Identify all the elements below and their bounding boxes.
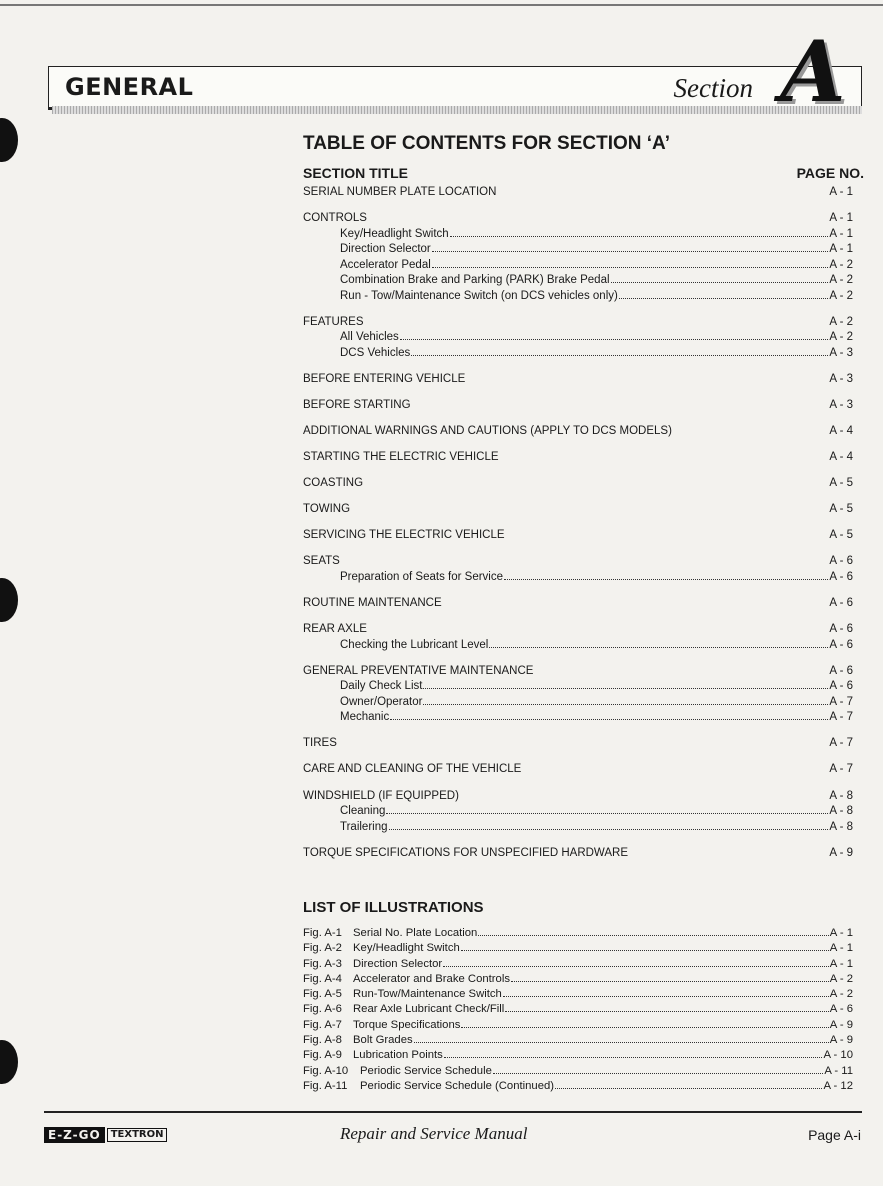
toc-subentry: [303, 638, 853, 654]
figure-entry: [303, 1064, 853, 1079]
figure-id: Fig. A-10: [303, 1064, 349, 1077]
dot-leader: [619, 298, 829, 299]
figure-title: Periodic Service Schedule: [360, 1064, 492, 1077]
toc-subentry: [303, 227, 853, 243]
figure-id: Fig. A-5: [303, 988, 342, 1001]
toc-entry: [303, 554, 853, 570]
toc-entry: [303, 424, 853, 440]
toc-subentry: [303, 710, 853, 726]
figure-title: Direction Selector: [353, 957, 443, 970]
toc-group: [303, 846, 853, 862]
entry-page: A - 1: [829, 212, 853, 225]
entry-page: A - 2: [829, 274, 853, 287]
toc-list: [303, 185, 853, 872]
figure-entry: [303, 1048, 853, 1063]
section-header: [48, 66, 862, 110]
figure-page: A - 2: [829, 988, 853, 1001]
figure-entry: [303, 987, 853, 1002]
ezgo-textron-logo: [44, 1127, 167, 1143]
figure-page: A - 10: [823, 1049, 853, 1062]
dot-leader: [461, 1027, 828, 1028]
toc-subentry: [303, 679, 853, 695]
toc-entry: [303, 736, 853, 752]
entry-page: A - 8: [829, 789, 853, 802]
toc-entry: [303, 528, 853, 544]
dot-leader: [423, 704, 828, 705]
binder-hole: [0, 578, 18, 622]
figure-title: Bolt Grades: [353, 1034, 413, 1047]
toc-subentry: [303, 804, 853, 820]
entry-page: A - 9: [829, 846, 853, 859]
entry-title: TOWING: [303, 503, 351, 516]
toc-entry: [303, 789, 853, 805]
entry-title: REAR AXLE: [303, 623, 367, 636]
entry-page: A - 3: [829, 398, 853, 411]
entry-page: A - 6: [829, 638, 853, 651]
toc-group: [303, 736, 853, 752]
figure-id: Fig. A-4: [303, 972, 342, 985]
figure-entry: [303, 1033, 853, 1048]
figure-entry: [303, 1079, 853, 1094]
entry-page: A - 2: [829, 315, 853, 328]
logo-textron: TEXTRON: [107, 1128, 168, 1142]
entry-page: A - 6: [829, 680, 853, 693]
entry-title: DCS Vehicles: [340, 346, 411, 359]
figure-page: A - 9: [829, 1034, 853, 1047]
entry-page: A - 6: [829, 597, 853, 610]
toc-group: [303, 789, 853, 836]
entry-title: Daily Check List: [340, 680, 423, 693]
figure-page: A - 1: [829, 942, 853, 955]
toc-entry: [303, 596, 853, 612]
entry-page: A - 2: [829, 258, 853, 271]
dot-leader: [414, 1042, 829, 1043]
toc-group: [303, 528, 853, 544]
dot-leader: [444, 1057, 823, 1058]
entry-title: All Vehicles: [340, 331, 399, 344]
toc-entry: [303, 622, 853, 638]
figure-id: Fig. A-11: [303, 1079, 348, 1092]
figure-page: A - 9: [829, 1018, 853, 1031]
entry-title: Mechanic: [340, 711, 390, 724]
toc-subentry: [303, 695, 853, 711]
entry-title: ADDITIONAL WARNINGS AND CAUTIONS (APPLY TO DCS MODELS): [303, 424, 672, 437]
toc-group: [303, 554, 853, 585]
toc-subentry: [303, 820, 853, 836]
binder-hole: [0, 1040, 18, 1084]
entry-title: ROUTINE MAINTENANCE: [303, 597, 442, 610]
entry-title: Trailering: [340, 820, 388, 833]
toc-entry: [303, 315, 853, 331]
entry-title: Owner/Operator: [340, 695, 423, 708]
entry-title: FEATURES: [303, 315, 364, 328]
entry-page: A - 7: [829, 711, 853, 724]
binder-hole: [0, 118, 18, 162]
entry-title: Checking the Lubricant Level: [340, 638, 489, 651]
toc-entry: [303, 398, 853, 414]
logo-ezgo: E-Z-GO: [44, 1127, 105, 1143]
figure-page: A - 11: [824, 1064, 853, 1077]
entry-page: A - 5: [829, 503, 853, 516]
toc-group: [303, 398, 853, 414]
entry-page: A - 5: [829, 529, 853, 542]
entry-page: A - 6: [829, 664, 853, 677]
figure-page: A - 12: [823, 1079, 853, 1092]
dot-leader: [478, 935, 828, 936]
figure-id: Fig. A-1: [303, 927, 342, 939]
figure-id: Fig. A-2: [303, 942, 342, 955]
toc-group: [303, 622, 853, 653]
dot-leader: [504, 579, 828, 580]
dot-leader: [503, 996, 829, 997]
toc-group: [303, 476, 853, 492]
entry-title: Cleaning: [340, 805, 386, 817]
toc-entry: [303, 211, 853, 227]
dot-leader: [505, 1011, 828, 1012]
entry-title: CONTROLS: [303, 212, 367, 225]
figure-id: Fig. A-9: [303, 1049, 342, 1062]
entry-title: CARE AND CLEANING OF THE VEHICLE: [303, 763, 522, 776]
figure-page: A - 1: [829, 957, 853, 970]
entry-page: A - 7: [829, 737, 853, 750]
entry-page: A - 3: [829, 346, 853, 359]
dot-leader: [461, 950, 829, 951]
dot-leader: [389, 829, 829, 830]
section-letter: A: [780, 22, 846, 121]
illustrations-list: [303, 926, 853, 1094]
entry-title: Accelerator Pedal: [340, 258, 431, 271]
entry-title: BEFORE ENTERING VEHICLE: [303, 372, 466, 385]
figure-title: Run-Tow/Maintenance Switch: [353, 988, 502, 1001]
header-title: GENERAL: [65, 73, 194, 101]
entry-title: TIRES: [303, 737, 337, 750]
entry-page: A - 1: [829, 243, 853, 256]
dot-leader: [555, 1088, 822, 1089]
manual-title: Repair and Service Manual: [340, 1124, 528, 1143]
figure-id: Fig. A-7: [303, 1018, 342, 1031]
figure-id: Fig. A-3: [303, 957, 342, 970]
toc-subentry: [303, 242, 853, 258]
figure-entry: [303, 1018, 853, 1033]
dot-leader: [611, 282, 829, 283]
dot-leader: [400, 339, 829, 340]
dot-leader: [411, 355, 828, 356]
dot-leader: [432, 267, 829, 268]
toc-group: [303, 596, 853, 612]
toc-entry: [303, 664, 853, 680]
figure-title: Accelerator and Brake Controls: [353, 972, 510, 985]
figure-page: A - 1: [829, 927, 853, 939]
entry-page: A - 2: [829, 289, 853, 302]
toc-subentry: [303, 273, 853, 289]
figure-page: A - 6: [829, 1003, 853, 1016]
dot-leader: [489, 647, 828, 648]
toc-group: [303, 424, 853, 440]
figure-entry: [303, 957, 853, 972]
entry-title: TORQUE SPECIFICATIONS FOR UNSPECIFIED HARDWARE: [303, 846, 629, 859]
toc-group: [303, 211, 853, 304]
toc-group: [303, 762, 853, 778]
section-title-heading: SECTION TITLE: [303, 165, 408, 181]
entry-page: A - 8: [829, 805, 853, 817]
figure-entry: [303, 926, 853, 941]
figure-id: Fig. A-6: [303, 1003, 342, 1016]
footer-rule: [44, 1111, 862, 1113]
toc-group: [303, 315, 853, 362]
dot-leader: [493, 1073, 823, 1074]
figure-page: A - 2: [829, 972, 853, 985]
entry-page: A - 1: [829, 186, 853, 198]
toc-entry: [303, 762, 853, 778]
entry-title: SERIAL NUMBER PLATE LOCATION: [303, 186, 497, 198]
toc-subentry: [303, 258, 853, 274]
figure-entry: [303, 941, 853, 956]
entry-title: Run - Tow/Maintenance Switch (on DCS vehicles only): [340, 289, 618, 302]
section-word: Section: [673, 73, 753, 103]
toc-entry: [303, 372, 853, 388]
entry-page: A - 8: [829, 820, 853, 833]
entry-title: Preparation of Seats for Service: [340, 570, 503, 583]
toc-subentry: [303, 570, 853, 586]
entry-title: SEATS: [303, 555, 340, 568]
dot-leader: [386, 813, 828, 814]
entry-page: A - 5: [829, 477, 853, 490]
figure-title: Key/Headlight Switch: [353, 942, 460, 955]
toc-subentry: [303, 289, 853, 305]
figure-title: Rear Axle Lubricant Check/Fill: [353, 1003, 505, 1016]
header-shadow: [52, 106, 862, 114]
toc-entry: [303, 476, 853, 492]
toc-subentry: [303, 346, 853, 362]
entry-page: A - 6: [829, 555, 853, 568]
dot-leader: [390, 719, 828, 720]
toc-group: [303, 450, 853, 466]
figure-title: Periodic Service Schedule (Continued): [360, 1079, 555, 1092]
entry-page: A - 6: [829, 570, 853, 583]
entry-title: COASTING: [303, 477, 364, 490]
page-number: Page A-i: [808, 1127, 861, 1143]
figure-title: Serial No. Plate Location: [353, 927, 478, 939]
toc-group: [303, 664, 853, 726]
figure-id: Fig. A-8: [303, 1034, 342, 1047]
toc-group: [303, 185, 853, 201]
dot-leader: [443, 966, 829, 967]
entry-page: A - 7: [829, 763, 853, 776]
entry-title: GENERAL PREVENTATIVE MAINTENANCE: [303, 664, 534, 677]
entry-page: A - 4: [829, 451, 853, 464]
entry-title: WINDSHIELD (IF EQUIPPED): [303, 789, 459, 802]
entry-title: Combination Brake and Parking (PARK) Brake Pedal: [340, 274, 610, 287]
illustrations-title: LIST OF ILLUSTRATIONS: [303, 899, 484, 916]
entry-title: BEFORE STARTING: [303, 398, 411, 411]
entry-page: A - 3: [829, 372, 853, 385]
figure-title: Torque Specifications: [353, 1018, 461, 1031]
entry-title: STARTING THE ELECTRIC VEHICLE: [303, 451, 499, 464]
toc-title: TABLE OF CONTENTS FOR SECTION ‘A’: [303, 133, 670, 154]
entry-page: A - 4: [829, 424, 853, 437]
figure-entry: [303, 972, 853, 987]
dot-leader: [432, 251, 829, 252]
entry-title: Direction Selector: [340, 243, 431, 256]
dot-leader: [423, 688, 828, 689]
dot-leader: [511, 981, 829, 982]
figure-entry: [303, 1002, 853, 1017]
entry-page: A - 2: [829, 331, 853, 344]
page-no-heading: PAGE NO.: [796, 165, 864, 181]
dot-leader: [450, 236, 829, 237]
entry-title: SERVICING THE ELECTRIC VEHICLE: [303, 529, 505, 542]
toc-entry: [303, 450, 853, 466]
figure-title: Lubrication Points: [353, 1049, 443, 1062]
entry-page: A - 7: [829, 695, 853, 708]
toc-entry: [303, 846, 853, 862]
entry-page: A - 1: [829, 227, 853, 240]
entry-title: Key/Headlight Switch: [340, 227, 449, 240]
toc-entry: [303, 502, 853, 518]
toc-group: [303, 372, 853, 388]
toc-entry: [303, 185, 853, 201]
entry-page: A - 6: [829, 623, 853, 636]
top-border: [0, 4, 883, 6]
toc-group: [303, 502, 853, 518]
toc-subentry: [303, 330, 853, 346]
